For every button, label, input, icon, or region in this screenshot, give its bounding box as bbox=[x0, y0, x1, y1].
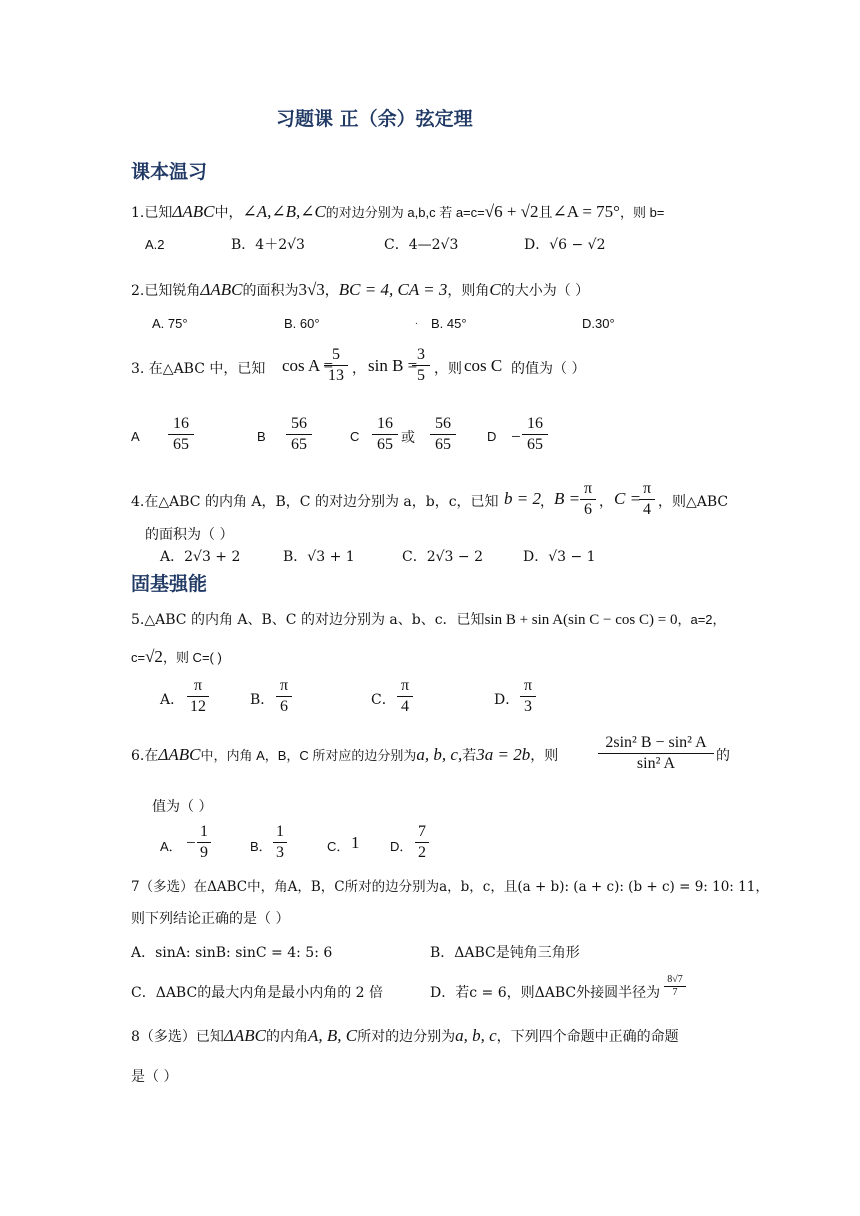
q4-angle-b: B = bbox=[554, 489, 581, 508]
q7-line-1: 7（多选）在ΔABC中，角A，B，C所对的边分别为a，b，c，且(a + b): (a + c): (b + c) = 9: 10: 11， bbox=[131, 879, 769, 895]
q3-fraction-d: 16 65 bbox=[522, 414, 548, 455]
q5-text-c: ，则 C=( ) bbox=[162, 650, 222, 665]
q4-text-b: ，则△ABC bbox=[658, 494, 729, 510]
q6-triangle: ΔABC bbox=[158, 745, 201, 764]
q2-area: 3√3 bbox=[298, 280, 325, 299]
q6-fraction-b: 1 3 bbox=[273, 822, 287, 863]
q4-sep-1: ， bbox=[540, 494, 554, 510]
q7-option-d: D．若c = 6，则ΔABC外接圆半径为 bbox=[430, 985, 661, 1001]
q2-sides: BC = 4, CA = 3 bbox=[338, 280, 448, 299]
section-heading-consolidate: 固基强能 bbox=[131, 573, 208, 595]
q3-neg-sign: − bbox=[511, 427, 521, 446]
q3-fraction-a: 16 65 bbox=[168, 414, 194, 455]
q7-option-b: B．ΔABC是钝角三角形 bbox=[430, 945, 580, 961]
q8-angles: A, B, C bbox=[308, 1026, 358, 1045]
q2-text-a: 2.已知锐角 bbox=[131, 283, 201, 299]
q3-label-d: D bbox=[487, 429, 497, 444]
q6-fraction-d: 7 2 bbox=[415, 822, 429, 863]
q6-fraction-a: 1 9 bbox=[197, 822, 211, 863]
question-6-stem bbox=[131, 745, 558, 765]
q2-option-a: A. 75° bbox=[152, 316, 188, 331]
q4-text-a: 4.在△ABC 的内角 A，B，C 的对边分别为 a，b，c，已知 bbox=[131, 494, 499, 510]
q6-sides: a, b, c, bbox=[416, 745, 463, 764]
q5-fraction-c: π 4 bbox=[397, 676, 413, 717]
q4-angle-c: C = bbox=[614, 489, 642, 508]
q7-radius-fraction: 8√7 7 bbox=[664, 974, 686, 999]
q1-text-b: 中， bbox=[214, 205, 243, 221]
q4-option-b: B．√3 + 1 bbox=[283, 549, 355, 565]
q1-value: √6 + √2 bbox=[484, 202, 539, 221]
q1-text-d: 且 bbox=[538, 205, 553, 221]
q2-text-d: ，则角 bbox=[447, 283, 490, 299]
q3-label-c: C bbox=[350, 429, 360, 444]
q5-equation: sin B + sin A(sin C − cos C) = 0 bbox=[484, 612, 678, 628]
q3-fraction-c1: 16 65 bbox=[372, 414, 398, 455]
q3-fraction-b: 56 65 bbox=[286, 414, 312, 455]
q4-fraction-c: π 4 bbox=[639, 479, 655, 520]
q7-option-c: C．ΔABC的最大内角是最小内角的 2 倍 bbox=[131, 985, 383, 1001]
q1-angles: ∠A,∠B,∠C bbox=[242, 202, 326, 221]
q1-text-c: 的对边分别为 a,b,c 若 a=c= bbox=[325, 205, 485, 220]
q7-line-2: 则下列结论正确的是（ ） bbox=[131, 911, 290, 927]
q5-fraction-d: π 3 bbox=[520, 676, 536, 717]
section-heading-review: 课本温习 bbox=[131, 161, 208, 183]
q2-angle-c: C bbox=[489, 280, 501, 299]
q3-label-b: B bbox=[257, 429, 266, 444]
q4-option-d: D．√3 − 1 bbox=[523, 549, 596, 565]
q5-label-a: A． bbox=[160, 692, 185, 708]
q5-label-c: C． bbox=[371, 692, 396, 708]
q8-triangle: ΔABC bbox=[223, 1026, 267, 1045]
q6-label-b: B． bbox=[250, 839, 272, 854]
q6-equation: 3a = 2b bbox=[476, 745, 531, 764]
q1-text-e: ，则 b= bbox=[619, 205, 665, 220]
question-8-stem bbox=[131, 1026, 679, 1046]
q3-fraction-5-13: 5 13 bbox=[324, 345, 348, 386]
question-2-stem bbox=[131, 280, 589, 300]
q6-big-fraction: 2sin² B − sin² A sin² A bbox=[598, 733, 714, 774]
q4-line-2: 的面积为（ ） bbox=[145, 527, 234, 543]
q2-option-c: B. 45° bbox=[431, 316, 467, 331]
q5-c-value: √2 bbox=[145, 647, 163, 666]
q4-option-c: C．2√3 − 2 bbox=[402, 549, 483, 565]
q3-text-b: ， bbox=[352, 361, 366, 377]
q6-text-d: ，则 bbox=[530, 748, 559, 764]
q6-neg-sign: − bbox=[186, 833, 196, 852]
q3-cos-a: cos A = bbox=[282, 356, 334, 375]
q6-text-a: 6.在 bbox=[131, 748, 159, 764]
q4-option-a: A．2√3 + 2 bbox=[160, 549, 241, 565]
q3-label-a: A bbox=[131, 429, 140, 444]
q1-option-c: C．4—2√3 bbox=[384, 237, 459, 253]
q3-cos-c: cos C bbox=[464, 356, 503, 375]
q3-or: 或 bbox=[401, 430, 415, 446]
q5-c-label: c= bbox=[131, 650, 146, 665]
q8-text-c: 所对的边分别为 bbox=[357, 1029, 456, 1045]
question-5-stem bbox=[131, 609, 726, 629]
q8-text-b: 的内角 bbox=[266, 1029, 309, 1045]
q1-option-d: D．√6 − √2 bbox=[524, 237, 606, 253]
q3-fraction-3-5: 3 5 bbox=[412, 345, 430, 386]
question-1-stem bbox=[131, 202, 664, 222]
q5-label-b: B． bbox=[250, 692, 275, 708]
q2-triangle: ΔABC bbox=[200, 280, 243, 299]
q1-option-b: B．4＋2√3 bbox=[231, 237, 305, 253]
q6-option-c-value: 1 bbox=[351, 833, 360, 852]
q2-stray-dot: . bbox=[415, 316, 418, 327]
q8-sides: a, b, c bbox=[455, 1026, 497, 1045]
q2-text-c: ， bbox=[324, 283, 339, 299]
q8-line-2: 是（ ） bbox=[131, 1069, 178, 1085]
q2-text-e: 的大小为（ ） bbox=[500, 283, 590, 299]
q5-label-d: D． bbox=[494, 692, 520, 708]
q5-fraction-a: π 12 bbox=[187, 676, 209, 717]
q6-label-a: A． bbox=[160, 839, 182, 854]
q7-option-a: A．sinA: sinB: sinC = 4: 5: 6 bbox=[131, 945, 333, 961]
q5-fraction-b: π 6 bbox=[276, 676, 292, 717]
question-5-line-2 bbox=[131, 647, 222, 667]
q2-option-d: D.30° bbox=[582, 316, 615, 331]
q4-fraction-b: π 6 bbox=[580, 479, 596, 520]
q5-text-b: ，a=2， bbox=[677, 612, 726, 627]
q4-b: b = 2 bbox=[504, 489, 541, 508]
q1-text-a: 1.已知 bbox=[131, 205, 173, 221]
q6-text-c: 若 bbox=[462, 748, 477, 764]
q3-sin-b: sin B = bbox=[368, 356, 418, 375]
q8-text-d: ，下列四个命题中正确的命题 bbox=[496, 1029, 679, 1045]
q1-triangle: ΔABC bbox=[172, 202, 215, 221]
q4-sep-2: ， bbox=[599, 494, 613, 510]
q2-text-b: 的面积为 bbox=[242, 283, 299, 299]
page-title: 习题课 正（余）弦定理 bbox=[276, 108, 473, 130]
q5-text-a: 5.△ABC 的内角 A、B、C 的对边分别为 a、b、c．已知 bbox=[131, 612, 485, 628]
q3-text-a: 3. 在△ABC 中，已知 bbox=[131, 361, 266, 377]
q1-angle-a: ∠A = 75° bbox=[552, 202, 620, 221]
q6-line-2: 值为（ ） bbox=[152, 799, 213, 815]
q6-label-c: C． bbox=[327, 839, 350, 854]
q8-text-a: 8（多选）已知 bbox=[131, 1029, 224, 1045]
q3-text-d: 的值为（ ） bbox=[511, 361, 586, 377]
q3-text-c: ，则 bbox=[434, 361, 462, 377]
q3-fraction-c2: 56 65 bbox=[430, 414, 456, 455]
q1-option-a: A.2 bbox=[145, 237, 165, 252]
q2-option-b: B. 60° bbox=[284, 316, 320, 331]
q6-label-d: D． bbox=[390, 839, 413, 854]
q6-text-b: 中，内角 A，B，C 所对应的边分别为 bbox=[200, 748, 417, 763]
q6-text-e: 的 bbox=[716, 748, 730, 764]
